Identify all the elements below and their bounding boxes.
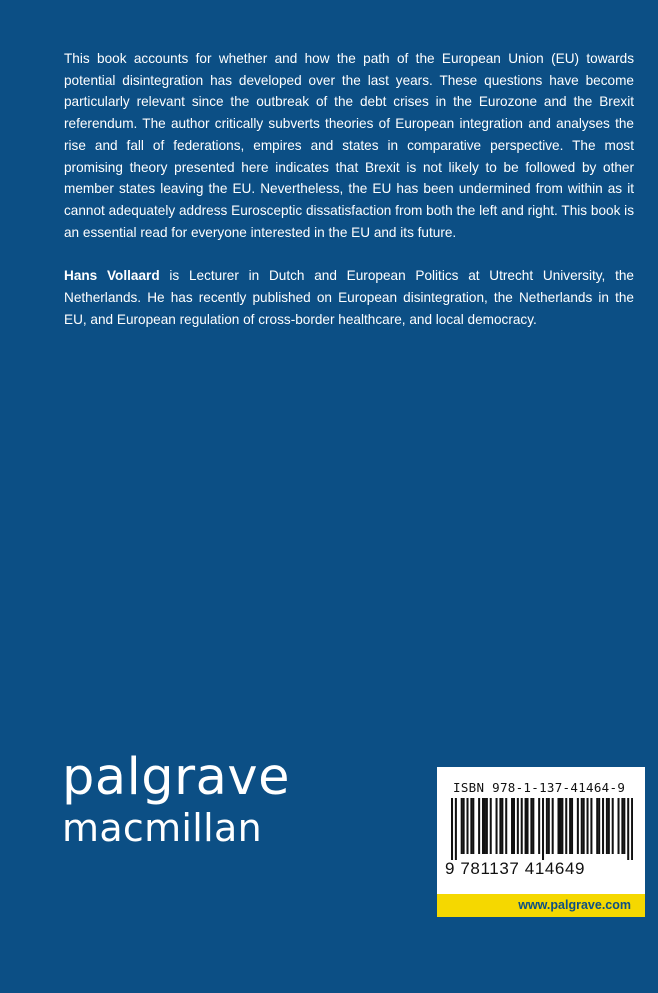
- description-paragraph: This book accounts for whether and how the path of the European Union (EU) towards potential disintegration has developed over the last years. These questions have become particularly relevant since the outbreak of the debt crises in the Eurozone and the Brexit referendum. The author critically subverts theories of European integration and analyses the rise and fall of federations, empires and states in comparative perspective. The most promising theory presented here indicates that Brexit is not likely to be followed by other member states leaving the EU. Nevertheless, the EU has been undermined from within as it cannot adequately address Eurosceptic dissatisfaction from both the left and right. This book is an essential read for everyone interested in the EU and its future.: [64, 51, 634, 240]
- back-cover-blurb: [64, 48, 634, 352]
- isbn-digits: 9 781137 414649: [445, 859, 586, 878]
- logo-line-macmillan: macmillan: [62, 806, 262, 850]
- publisher-url[interactable]: www.palgrave.com: [518, 898, 631, 912]
- isbn-barcode-box: [437, 767, 645, 917]
- author-bio-text: is Lecturer in Dutch and European Politics at Utrecht University, the Netherlands. He has recently published on European disintegration, the Netherlands in the EU, and European regulation of cross-border healthcare, and local democracy.: [64, 268, 634, 327]
- barcode-icon: [451, 798, 633, 860]
- publisher-url-band: [437, 894, 645, 917]
- author-bio-paragraph: [64, 265, 634, 330]
- logo-line-palgrave: palgrave: [62, 748, 290, 807]
- isbn-label: ISBN 978-1-137-41464-9: [453, 780, 626, 795]
- author-name: Hans Vollaard: [64, 268, 160, 284]
- publisher-logo: [62, 748, 290, 850]
